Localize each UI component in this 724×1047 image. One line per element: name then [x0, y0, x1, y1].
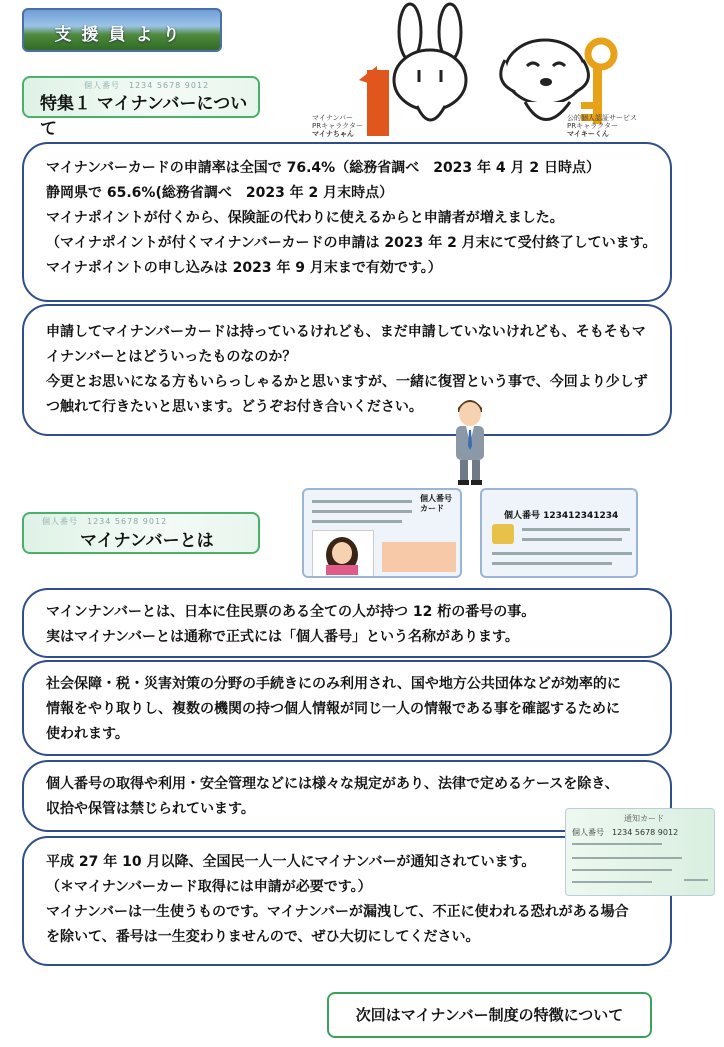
- header-banner: [22, 8, 222, 52]
- myky-caption: 公的個人認証サービス PRキャラクター マイキーくん: [567, 114, 637, 138]
- myky-dog-icon: [501, 40, 614, 124]
- box-line: 収拾や保管は禁じられています。: [46, 801, 255, 817]
- definition-tag-label: マイナンバーとは: [80, 531, 214, 551]
- box-line: を除いて、番号は一生変わりませんので、ぜひ大切にしてください。: [46, 929, 480, 945]
- card-back-number: 個人番号 123412341234: [504, 511, 619, 521]
- info-box-application-rate: [22, 142, 672, 302]
- box-line: 静岡県で 65.6%(総務省調べ 2023 年 2 月末時点）: [46, 185, 394, 201]
- box-line: 使われます。: [46, 726, 129, 742]
- notice-card-image: [565, 808, 715, 896]
- card-front-title: 個人番号カード: [420, 494, 452, 513]
- box-line: マイナンバーは一生使うものです。マイナンバーが漏洩して、不正に使われる恐れがある場合: [46, 904, 629, 920]
- ic-chip-icon: [492, 524, 514, 544]
- info-box-introduction: [22, 304, 672, 436]
- man-in-suit-icon: [448, 394, 492, 486]
- banner-title: 支援員より: [54, 25, 190, 45]
- box-line: 実はマイナンバーとは通称で正式には「個人番号」という名称があります。: [46, 629, 519, 645]
- box-line: 平成 27 年 10 月以降、全国民一人一人にマイナンバーが通知されています。: [46, 854, 536, 870]
- box-line: マインナンバーとは、日本に住民票のある全ての人が持つ 12 桁の番号の事。: [46, 604, 536, 620]
- my-number-card-back: [480, 488, 638, 578]
- notice-card-number: 個人番号 1234 5678 9012: [572, 828, 679, 837]
- maina-caption: マイナンバー PRキャラクター マイナちゃん: [312, 114, 363, 138]
- box-line: つ触れて行きたいと思います。どうぞお付き合いください。: [46, 399, 423, 415]
- box-line: 社会保障・税・災害対策の分野の手続きにのみ利用され、国や地方公共団体などが効率的に: [46, 676, 621, 692]
- tag-faint-number: 個人番号 1234 5678 9012: [42, 517, 168, 526]
- feature-tag-label: 特集１ マイナンバーについて: [40, 94, 248, 139]
- box-line: 今更とお思いになる方もいらっしゃるかと思いますが、一緒に復習という事で、今回より少しず: [46, 374, 648, 390]
- box-line: マイナポイントが付くから、保険証の代わりに使えるからと申請者が増えました。: [46, 210, 564, 226]
- feature-tag: [22, 76, 260, 139]
- info-box-definition: [22, 588, 672, 658]
- box-line: 個人番号の取得や利用・安全管理などには様々な規定があり、法律で定めるケースを除き、: [46, 776, 619, 792]
- box-line: 申請してマイナンバーカードは持っているけれども、まだ申請していないけれども、そもそもマ: [46, 324, 646, 340]
- definition-tag: [22, 512, 260, 554]
- maina-rabbit-icon: [359, 4, 466, 136]
- box-line: 情報をやり取りし、複数の機関の持つ個人情報が同じ一人の情報である事を確認するために: [46, 701, 620, 717]
- notice-card-title: 通知カード: [624, 814, 664, 823]
- box-line: （＊マイナンバーカード取得には申請が必要です。）: [46, 879, 372, 895]
- box-line: （マイナポイントが付くマイナンバーカードの申請は 2023 年 2 月末にて受付終了しています。: [46, 235, 657, 251]
- my-number-card-front: [302, 488, 462, 578]
- card-signature-area: [382, 542, 456, 572]
- info-box-usage: [22, 660, 672, 756]
- box-line: イナンバーとはどういったものなのか？: [46, 349, 297, 365]
- next-issue-label: 次回はマイナンバー制度の特徴について: [327, 992, 652, 1038]
- box-line: マイナンバーカードの申請率は全国で 76.4%（総務省調べ 2023 年 4 月 2 日時点）: [46, 160, 601, 176]
- tag-faint-number: 個人番号 1234 5678 9012: [84, 81, 210, 90]
- box-line: マイナポイントの申し込みは 2023 年 9 月末まで有効です。）: [46, 260, 442, 276]
- card-photo: [312, 530, 374, 578]
- woman-photo-icon: [313, 531, 371, 575]
